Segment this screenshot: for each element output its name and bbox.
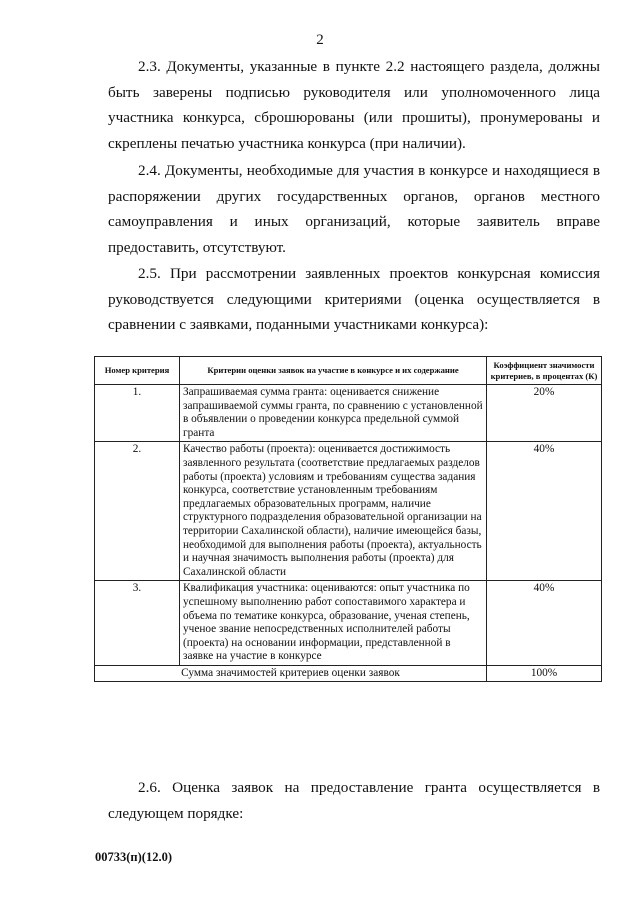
- criterion-coefficient: 40%: [487, 442, 602, 581]
- paragraph-2-4: 2.4. Документы, необходимые для участия в конкурсе и находящиеся в распоряжении других государственных органов, органов местного самоуправления и иных организаций, которые заявитель вправе предоставить, отсутствуют.: [108, 162, 600, 256]
- criteria-table: [94, 356, 602, 682]
- criterion-description: Запрашиваемая сумма гранта: оценивается снижение запрашиваемой суммы гранта, по сравнению с установленной в объявлении о проведении конкурса предельной суммой гранта: [180, 385, 487, 442]
- table-row: [95, 442, 602, 581]
- table-total-row: [95, 665, 602, 682]
- table-row: [95, 581, 602, 666]
- criterion-number: 3.: [95, 581, 180, 666]
- table-row: [95, 385, 602, 442]
- header-coefficient: Коэффициент значимости критериев, в процентах (К): [487, 357, 602, 385]
- header-number: Номер критерия: [95, 357, 180, 385]
- paragraph-2-5: 2.5. При рассмотрении заявленных проектов конкурсная комиссия руководствуется следующими критериями (оценка осуществляется в сравнении с заявками, поданными участниками конкурса):: [108, 265, 600, 333]
- criterion-coefficient: 20%: [487, 385, 602, 442]
- paragraph-2-6: 2.6. Оценка заявок на предоставление гранта осуществляется в следующем порядке:: [108, 779, 600, 822]
- table-header-row: [95, 357, 602, 385]
- header-criteria: Критерии оценки заявок на участие в конкурсе и их содержание: [180, 357, 487, 385]
- total-label: Сумма значимостей критериев оценки заявок: [95, 665, 487, 682]
- criterion-number: 1.: [95, 385, 180, 442]
- page-number: 2: [316, 32, 324, 48]
- criterion-number: 2.: [95, 442, 180, 581]
- criterion-description: Квалификация участника: оцениваются: опыт участника по успешному выполнению работ сопоставимого характера и объема по тематике конкурса, образование, ученая степень, ученое звание непосредственных исполнителей работы (проекта) на основании информации, представленной в заявке на участие в конкурсе: [180, 581, 487, 666]
- criterion-description: Качество работы (проекта): оценивается достижимость заявленного результата (соответствие предлагаемых разделов работы (проекта) условиям и требованиям существа задания конкурса, соответствие установленным требованиям предлагаемых образовательных программ, наличие структурного подразделения образовательной организации на территории Сахалинской области), наличие имеющейся базы, необходимой для выполнения работы (проекта), актуальность и научная значимость выполнения работы (проекта) для Сахалинской области: [180, 442, 487, 581]
- paragraph-2-3: 2.3. Документы, указанные в пункте 2.2 настоящего раздела, должны быть заверены подписью руководителя или уполномоченного лица участника конкурса, сброшюрованы (или прошиты), пронумерованы и скреплены печатью участника конкурса (при наличии).: [108, 58, 600, 152]
- criterion-coefficient: 40%: [487, 581, 602, 666]
- total-value: 100%: [487, 665, 602, 682]
- document-code: 00733(п)(12.0): [95, 850, 172, 864]
